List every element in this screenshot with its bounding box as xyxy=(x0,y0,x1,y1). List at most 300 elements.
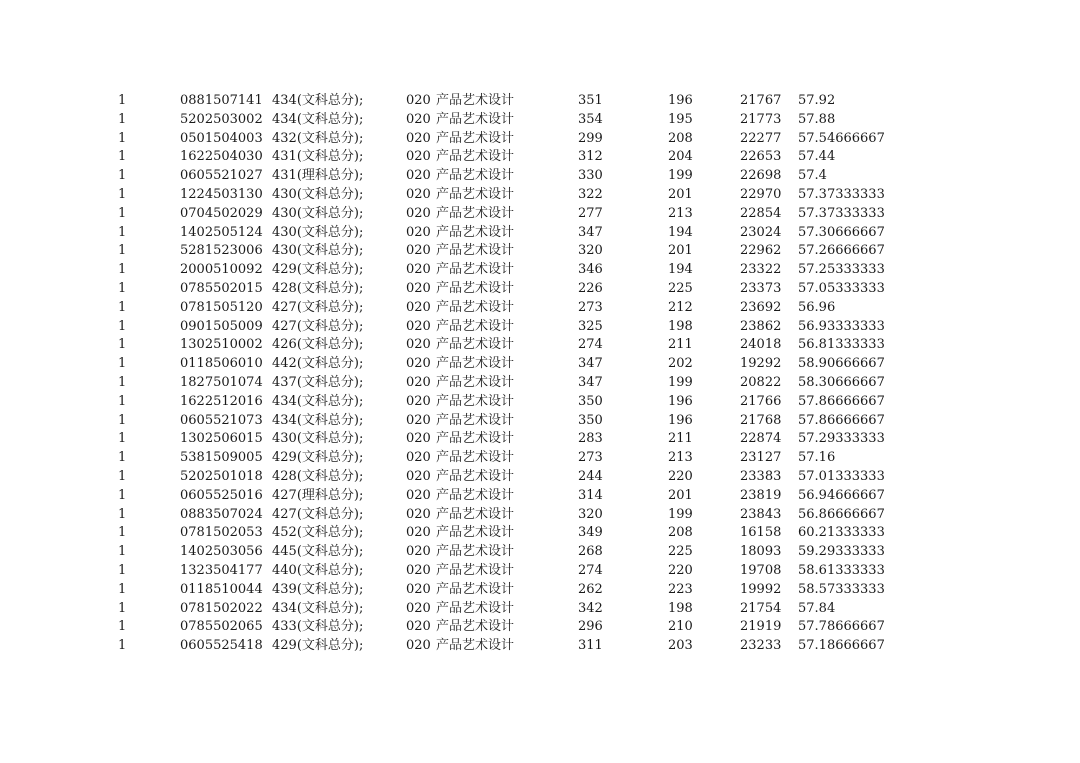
score-a-cell: 351 xyxy=(578,93,603,108)
exam-id-cell: 0704502029 xyxy=(180,205,263,221)
total-score-cell: 427(文科总分); xyxy=(272,299,364,315)
rank-cell: 23819 xyxy=(740,487,782,503)
table-row xyxy=(0,637,1080,656)
total-score-cell: 433(文科总分); xyxy=(272,619,364,635)
score-a-cell: 322 xyxy=(578,186,603,202)
score-b-cell: 223 xyxy=(668,581,693,597)
composite-score-cell: 57.86666667 xyxy=(798,393,885,409)
rank-cell: 24018 xyxy=(740,337,782,353)
composite-score-cell: 59.29333333 xyxy=(798,544,885,560)
row-number-cell: 1 xyxy=(118,299,127,315)
data-table xyxy=(0,92,1080,656)
row-number-cell: 1 xyxy=(118,450,127,466)
exam-id-cell: 1402505124 xyxy=(180,224,263,240)
row-number-cell: 1 xyxy=(118,581,127,597)
total-score-cell: 431(理科总分); xyxy=(272,168,364,184)
score-b-cell: 199 xyxy=(668,168,693,184)
score-a-cell: 277 xyxy=(578,205,603,221)
rank-cell: 19992 xyxy=(740,581,782,597)
row-number-cell: 1 xyxy=(118,544,127,560)
row-number-cell: 1 xyxy=(118,562,127,578)
total-score-cell: 434(文科总分); xyxy=(272,412,364,428)
total-score-cell: 430(文科总分); xyxy=(272,205,364,221)
row-number-cell: 1 xyxy=(118,393,127,409)
rank-cell: 23024 xyxy=(740,224,782,240)
major-code-cell: 020 xyxy=(406,93,431,108)
score-b-cell: 196 xyxy=(668,412,693,428)
total-score-cell: 428(文科总分); xyxy=(272,280,364,296)
table-row xyxy=(0,412,1080,431)
major-name-cell: 产品艺术设计 xyxy=(436,318,515,334)
exam-id-cell: 0781505120 xyxy=(180,299,263,315)
score-b-cell: 213 xyxy=(668,205,693,221)
exam-id-cell: 5281523006 xyxy=(180,243,263,259)
score-b-cell: 202 xyxy=(668,356,693,372)
major-name-cell: 产品艺术设计 xyxy=(436,393,515,409)
row-number-cell: 1 xyxy=(118,506,127,522)
row-number-cell: 1 xyxy=(118,93,127,108)
score-a-cell: 320 xyxy=(578,506,603,522)
score-b-cell: 199 xyxy=(668,506,693,522)
exam-id-cell: 0605525418 xyxy=(180,638,263,654)
score-a-cell: 273 xyxy=(578,299,603,315)
major-code-cell: 020 xyxy=(406,205,431,221)
major-code-cell: 020 xyxy=(406,581,431,597)
rank-cell: 23233 xyxy=(740,638,782,654)
rank-cell: 23383 xyxy=(740,468,782,484)
score-a-cell: 274 xyxy=(578,337,603,353)
major-code-cell: 020 xyxy=(406,356,431,372)
row-number-cell: 1 xyxy=(118,487,127,503)
row-number-cell: 1 xyxy=(118,468,127,484)
exam-id-cell: 5202501018 xyxy=(180,468,263,484)
composite-score-cell: 57.92 xyxy=(798,93,836,108)
rank-cell: 22277 xyxy=(740,130,782,146)
rank-cell: 23692 xyxy=(740,299,782,315)
row-number-cell: 1 xyxy=(118,243,127,259)
major-name-cell: 产品艺术设计 xyxy=(436,299,515,315)
composite-score-cell: 57.84 xyxy=(798,600,836,616)
row-number-cell: 1 xyxy=(118,111,127,127)
table-row xyxy=(0,581,1080,600)
table-row xyxy=(0,224,1080,243)
score-b-cell: 203 xyxy=(668,638,693,654)
major-name-cell: 产品艺术设计 xyxy=(436,262,515,278)
major-name-cell: 产品艺术设计 xyxy=(436,431,515,447)
score-a-cell: 350 xyxy=(578,412,603,428)
major-code-cell: 020 xyxy=(406,224,431,240)
major-code-cell: 020 xyxy=(406,506,431,522)
major-code-cell: 020 xyxy=(406,431,431,447)
rank-cell: 21773 xyxy=(740,111,782,127)
table-row xyxy=(0,336,1080,355)
total-score-cell: 439(文科总分); xyxy=(272,581,364,597)
rank-cell: 22970 xyxy=(740,186,782,202)
composite-score-cell: 57.25333333 xyxy=(798,262,885,278)
table-row xyxy=(0,487,1080,506)
composite-score-cell: 57.01333333 xyxy=(798,468,885,484)
total-score-cell: 429(文科总分); xyxy=(272,638,364,654)
score-a-cell: 311 xyxy=(578,638,603,654)
row-number-cell: 1 xyxy=(118,638,127,654)
row-number-cell: 1 xyxy=(118,168,127,184)
total-score-cell: 429(文科总分); xyxy=(272,262,364,278)
rank-cell: 23843 xyxy=(740,506,782,522)
composite-score-cell: 57.54666667 xyxy=(798,130,885,146)
score-b-cell: 196 xyxy=(668,393,693,409)
table-row xyxy=(0,374,1080,393)
rank-cell: 22698 xyxy=(740,168,782,184)
major-name-cell: 产品艺术设计 xyxy=(436,186,515,202)
row-number-cell: 1 xyxy=(118,337,127,353)
major-name-cell: 产品艺术设计 xyxy=(436,600,515,616)
total-score-cell: 434(文科总分); xyxy=(272,600,364,616)
exam-id-cell: 1827501074 xyxy=(180,374,263,390)
score-a-cell: 349 xyxy=(578,525,603,541)
major-code-cell: 020 xyxy=(406,468,431,484)
total-score-cell: 434(文科总分); xyxy=(272,93,364,108)
exam-id-cell: 0881507141 xyxy=(180,93,263,108)
row-number-cell: 1 xyxy=(118,280,127,296)
rank-cell: 21754 xyxy=(740,600,782,616)
table-row xyxy=(0,543,1080,562)
major-code-cell: 020 xyxy=(406,318,431,334)
score-a-cell: 226 xyxy=(578,280,603,296)
major-code-cell: 020 xyxy=(406,544,431,560)
major-name-cell: 产品艺术设计 xyxy=(436,356,515,372)
score-b-cell: 199 xyxy=(668,374,693,390)
total-score-cell: 431(文科总分); xyxy=(272,149,364,165)
total-score-cell: 430(文科总分); xyxy=(272,224,364,240)
exam-id-cell: 0883507024 xyxy=(180,506,263,522)
table-row xyxy=(0,167,1080,186)
composite-score-cell: 57.37333333 xyxy=(798,205,885,221)
major-code-cell: 020 xyxy=(406,186,431,202)
exam-id-cell: 0605521027 xyxy=(180,168,263,184)
table-row xyxy=(0,449,1080,468)
major-code-cell: 020 xyxy=(406,130,431,146)
major-code-cell: 020 xyxy=(406,638,431,654)
major-name-cell: 产品艺术设计 xyxy=(436,619,515,635)
total-score-cell: 427(文科总分); xyxy=(272,506,364,522)
major-code-cell: 020 xyxy=(406,412,431,428)
exam-id-cell: 1402503056 xyxy=(180,544,263,560)
score-a-cell: 273 xyxy=(578,450,603,466)
exam-id-cell: 0781502022 xyxy=(180,600,263,616)
rank-cell: 19292 xyxy=(740,356,782,372)
major-name-cell: 产品艺术设计 xyxy=(436,205,515,221)
major-code-cell: 020 xyxy=(406,262,431,278)
score-b-cell: 208 xyxy=(668,525,693,541)
table-row xyxy=(0,261,1080,280)
score-a-cell: 325 xyxy=(578,318,603,334)
table-row xyxy=(0,186,1080,205)
score-b-cell: 225 xyxy=(668,280,693,296)
major-name-cell: 产品艺术设计 xyxy=(436,525,515,541)
total-score-cell: 429(文科总分); xyxy=(272,450,364,466)
composite-score-cell: 57.37333333 xyxy=(798,186,885,202)
row-number-cell: 1 xyxy=(118,186,127,202)
row-number-cell: 1 xyxy=(118,374,127,390)
score-a-cell: 354 xyxy=(578,111,603,127)
score-b-cell: 211 xyxy=(668,431,693,447)
exam-id-cell: 0785502065 xyxy=(180,619,263,635)
major-code-cell: 020 xyxy=(406,243,431,259)
score-b-cell: 210 xyxy=(668,619,693,635)
major-code-cell: 020 xyxy=(406,562,431,578)
composite-score-cell: 57.05333333 xyxy=(798,280,885,296)
exam-id-cell: 1622512016 xyxy=(180,393,263,409)
major-name-cell: 产品艺术设计 xyxy=(436,243,515,259)
major-name-cell: 产品艺术设计 xyxy=(436,544,515,560)
exam-id-cell: 0605521073 xyxy=(180,412,263,428)
score-a-cell: 312 xyxy=(578,149,603,165)
rank-cell: 21919 xyxy=(740,619,782,635)
score-a-cell: 320 xyxy=(578,243,603,259)
exam-id-cell: 5202503002 xyxy=(180,111,263,127)
exam-id-cell: 0118506010 xyxy=(180,356,263,372)
composite-score-cell: 56.81333333 xyxy=(798,337,885,353)
table-row xyxy=(0,148,1080,167)
composite-score-cell: 57.29333333 xyxy=(798,431,885,447)
table-row xyxy=(0,130,1080,149)
table-row xyxy=(0,242,1080,261)
composite-score-cell: 57.16 xyxy=(798,450,836,466)
score-b-cell: 198 xyxy=(668,318,693,334)
score-b-cell: 213 xyxy=(668,450,693,466)
score-a-cell: 347 xyxy=(578,224,603,240)
composite-score-cell: 57.88 xyxy=(798,111,836,127)
major-code-cell: 020 xyxy=(406,280,431,296)
major-code-cell: 020 xyxy=(406,487,431,503)
table-row xyxy=(0,111,1080,130)
row-number-cell: 1 xyxy=(118,205,127,221)
table-row xyxy=(0,506,1080,525)
total-score-cell: 430(文科总分); xyxy=(272,243,364,259)
score-b-cell: 195 xyxy=(668,111,693,127)
major-name-cell: 产品艺术设计 xyxy=(436,337,515,353)
exam-id-cell: 5381509005 xyxy=(180,450,263,466)
exam-id-cell: 0501504003 xyxy=(180,130,263,146)
table-row xyxy=(0,318,1080,337)
score-b-cell: 194 xyxy=(668,224,693,240)
exam-id-cell: 0118510044 xyxy=(180,581,263,597)
score-a-cell: 342 xyxy=(578,600,603,616)
major-code-cell: 020 xyxy=(406,299,431,315)
score-a-cell: 347 xyxy=(578,356,603,372)
major-code-cell: 020 xyxy=(406,337,431,353)
major-name-cell: 产品艺术设计 xyxy=(436,450,515,466)
major-code-cell: 020 xyxy=(406,111,431,127)
score-a-cell: 299 xyxy=(578,130,603,146)
composite-score-cell: 58.61333333 xyxy=(798,562,885,578)
rank-cell: 22854 xyxy=(740,205,782,221)
table-row xyxy=(0,280,1080,299)
major-name-cell: 产品艺术设计 xyxy=(436,638,515,654)
row-number-cell: 1 xyxy=(118,412,127,428)
exam-id-cell: 0901505009 xyxy=(180,318,263,334)
major-code-cell: 020 xyxy=(406,168,431,184)
major-code-cell: 020 xyxy=(406,450,431,466)
rank-cell: 18093 xyxy=(740,544,782,560)
rank-cell: 23862 xyxy=(740,318,782,334)
table-row xyxy=(0,299,1080,318)
major-name-cell: 产品艺术设计 xyxy=(436,149,515,165)
composite-score-cell: 57.44 xyxy=(798,149,836,165)
score-b-cell: 212 xyxy=(668,299,693,315)
total-score-cell: 437(文科总分); xyxy=(272,374,364,390)
total-score-cell: 434(文科总分); xyxy=(272,111,364,127)
total-score-cell: 427(文科总分); xyxy=(272,318,364,334)
row-number-cell: 1 xyxy=(118,318,127,334)
exam-id-cell: 1302510002 xyxy=(180,337,263,353)
rank-cell: 23322 xyxy=(740,262,782,278)
row-number-cell: 1 xyxy=(118,224,127,240)
composite-score-cell: 57.86666667 xyxy=(798,412,885,428)
score-b-cell: 211 xyxy=(668,337,693,353)
total-score-cell: 445(文科总分); xyxy=(272,544,364,560)
total-score-cell: 428(文科总分); xyxy=(272,468,364,484)
major-name-cell: 产品艺术设计 xyxy=(436,581,515,597)
score-b-cell: 194 xyxy=(668,262,693,278)
exam-id-cell: 2000510092 xyxy=(180,262,263,278)
score-b-cell: 225 xyxy=(668,544,693,560)
table-row xyxy=(0,524,1080,543)
major-code-cell: 020 xyxy=(406,393,431,409)
row-number-cell: 1 xyxy=(118,431,127,447)
table-row xyxy=(0,618,1080,637)
composite-score-cell: 57.26666667 xyxy=(798,243,885,259)
score-b-cell: 196 xyxy=(668,93,693,108)
total-score-cell: 427(理科总分); xyxy=(272,487,364,503)
rank-cell: 21768 xyxy=(740,412,782,428)
score-b-cell: 201 xyxy=(668,243,693,259)
exam-id-cell: 0785502015 xyxy=(180,280,263,296)
rank-cell: 23127 xyxy=(740,450,782,466)
total-score-cell: 452(文科总分); xyxy=(272,525,364,541)
exam-id-cell: 1622504030 xyxy=(180,149,263,165)
composite-score-cell: 56.94666667 xyxy=(798,487,885,503)
major-name-cell: 产品艺术设计 xyxy=(436,412,515,428)
rank-cell: 23373 xyxy=(740,280,782,296)
table-row xyxy=(0,393,1080,412)
rank-cell: 21767 xyxy=(740,93,782,108)
composite-score-cell: 60.21333333 xyxy=(798,525,885,541)
row-number-cell: 1 xyxy=(118,600,127,616)
row-number-cell: 1 xyxy=(118,130,127,146)
exam-id-cell: 0605525016 xyxy=(180,487,263,503)
total-score-cell: 434(文科总分); xyxy=(272,393,364,409)
row-number-cell: 1 xyxy=(118,149,127,165)
total-score-cell: 442(文科总分); xyxy=(272,356,364,372)
major-code-cell: 020 xyxy=(406,374,431,390)
major-name-cell: 产品艺术设计 xyxy=(436,487,515,503)
table-row xyxy=(0,562,1080,581)
major-name-cell: 产品艺术设计 xyxy=(436,111,515,127)
composite-score-cell: 56.96 xyxy=(798,299,836,315)
composite-score-cell: 56.93333333 xyxy=(798,318,885,334)
score-a-cell: 268 xyxy=(578,544,603,560)
score-a-cell: 330 xyxy=(578,168,603,184)
composite-score-cell: 58.30666667 xyxy=(798,374,885,390)
major-name-cell: 产品艺术设计 xyxy=(436,468,515,484)
exam-id-cell: 1224503130 xyxy=(180,186,263,202)
major-name-cell: 产品艺术设计 xyxy=(436,506,515,522)
table-row xyxy=(0,92,1080,111)
rank-cell: 22874 xyxy=(740,431,782,447)
major-name-cell: 产品艺术设计 xyxy=(436,168,515,184)
composite-score-cell: 57.30666667 xyxy=(798,224,885,240)
score-a-cell: 274 xyxy=(578,562,603,578)
composite-score-cell: 57.78666667 xyxy=(798,619,885,635)
major-name-cell: 产品艺术设计 xyxy=(436,224,515,240)
exam-id-cell: 1302506015 xyxy=(180,431,263,447)
score-a-cell: 350 xyxy=(578,393,603,409)
score-b-cell: 208 xyxy=(668,130,693,146)
total-score-cell: 430(文科总分); xyxy=(272,431,364,447)
major-code-cell: 020 xyxy=(406,619,431,635)
score-b-cell: 201 xyxy=(668,186,693,202)
exam-id-cell: 0781502053 xyxy=(180,525,263,541)
composite-score-cell: 57.4 xyxy=(798,168,827,184)
composite-score-cell: 58.90666667 xyxy=(798,356,885,372)
major-name-cell: 产品艺术设计 xyxy=(436,280,515,296)
table-row xyxy=(0,468,1080,487)
total-score-cell: 430(文科总分); xyxy=(272,186,364,202)
row-number-cell: 1 xyxy=(118,619,127,635)
rank-cell: 22962 xyxy=(740,243,782,259)
total-score-cell: 432(文科总分); xyxy=(272,130,364,146)
score-b-cell: 201 xyxy=(668,487,693,503)
score-a-cell: 244 xyxy=(578,468,603,484)
major-name-cell: 产品艺术设计 xyxy=(436,374,515,390)
score-b-cell: 198 xyxy=(668,600,693,616)
score-a-cell: 283 xyxy=(578,431,603,447)
score-b-cell: 220 xyxy=(668,468,693,484)
composite-score-cell: 56.86666667 xyxy=(798,506,885,522)
table-row xyxy=(0,600,1080,619)
rank-cell: 22653 xyxy=(740,149,782,165)
major-name-cell: 产品艺术设计 xyxy=(436,562,515,578)
rank-cell: 16158 xyxy=(740,525,782,541)
total-score-cell: 440(文科总分); xyxy=(272,562,364,578)
rank-cell: 20822 xyxy=(740,374,782,390)
score-b-cell: 204 xyxy=(668,149,693,165)
row-number-cell: 1 xyxy=(118,356,127,372)
exam-id-cell: 1323504177 xyxy=(180,562,263,578)
score-b-cell: 220 xyxy=(668,562,693,578)
total-score-cell: 426(文科总分); xyxy=(272,337,364,353)
row-number-cell: 1 xyxy=(118,525,127,541)
row-number-cell: 1 xyxy=(118,262,127,278)
rank-cell: 21766 xyxy=(740,393,782,409)
score-a-cell: 262 xyxy=(578,581,603,597)
composite-score-cell: 57.18666667 xyxy=(798,638,885,654)
table-row xyxy=(0,205,1080,224)
score-a-cell: 347 xyxy=(578,374,603,390)
major-code-cell: 020 xyxy=(406,149,431,165)
major-name-cell: 产品艺术设计 xyxy=(436,93,515,108)
major-code-cell: 020 xyxy=(406,525,431,541)
score-a-cell: 296 xyxy=(578,619,603,635)
score-a-cell: 346 xyxy=(578,262,603,278)
table-row xyxy=(0,430,1080,449)
table-row xyxy=(0,355,1080,374)
major-name-cell: 产品艺术设计 xyxy=(436,130,515,146)
rank-cell: 19708 xyxy=(740,562,782,578)
composite-score-cell: 58.57333333 xyxy=(798,581,885,597)
score-a-cell: 314 xyxy=(578,487,603,503)
